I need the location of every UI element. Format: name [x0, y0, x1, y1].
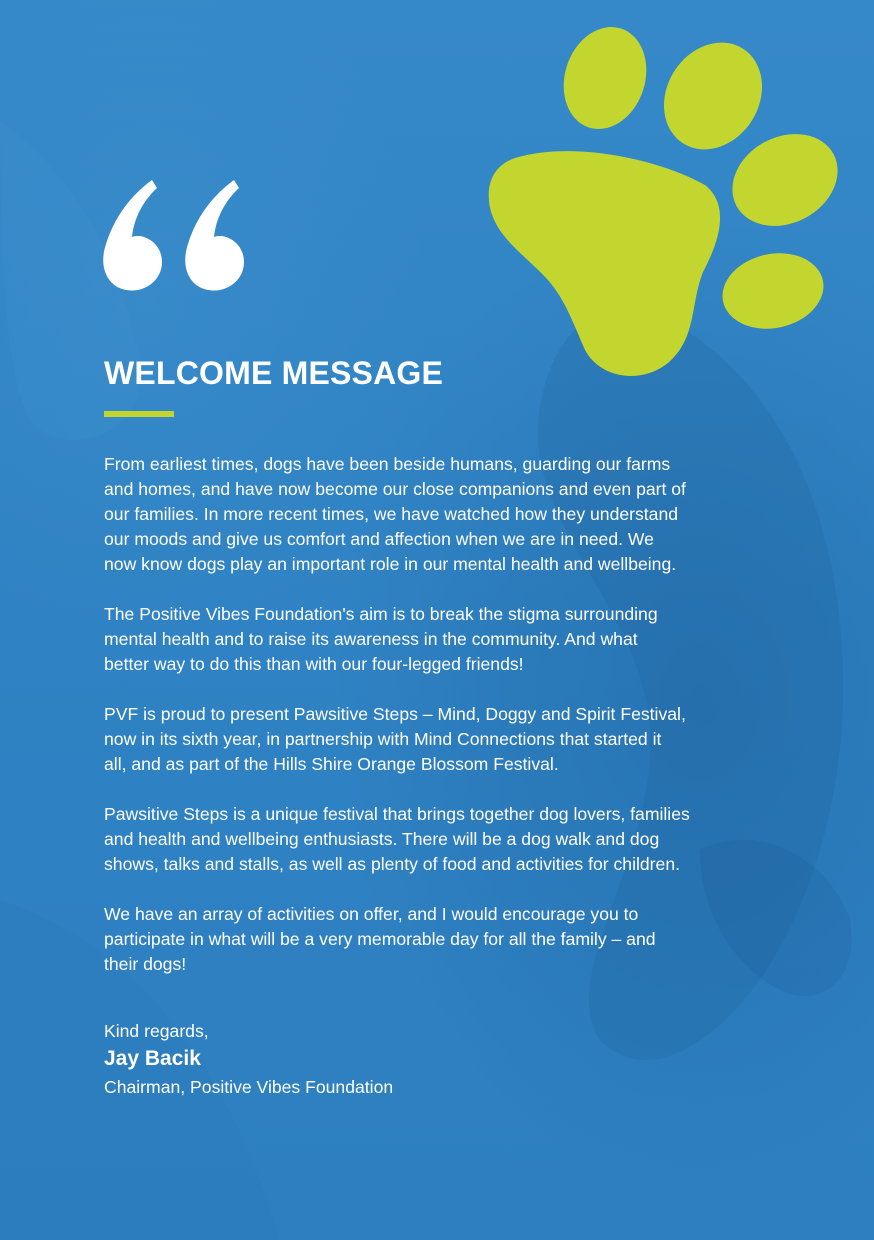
signoff-block — [104, 1019, 393, 1100]
message-paragraph: Pawsitive Steps is a unique festival that brings together dog lovers, families and health and wellbeing enthusiasts. There will be a dog walk and dog shows, talks and stalls, as well as plenty of food and activities for children. — [104, 804, 690, 874]
title-accent-bar — [104, 411, 174, 417]
opening-quote-icon — [100, 176, 250, 294]
message-paragraph: PVF is proud to present Pawsitive Steps – Mind, Doggy and Spirit Festival, now in its sixth year, in partnership with Mind Connections that started it all, and as part of the Hills Shire Orange Blossom Festival. — [104, 704, 686, 774]
signer-role: Chairman, Positive Vibes Foundation — [104, 1077, 394, 1097]
message-body — [104, 452, 784, 1002]
message-paragraph: From earliest times, dogs have been beside humans, guarding our farms and homes, and have now become our close companions and even part of our families. In more recent times, we have watched how they understand our moods and give us comfort and affection when we are in need. We now know dogs play an important role in our mental health and wellbeing. — [104, 454, 686, 574]
page-title: WELCOME MESSAGE — [104, 355, 444, 391]
message-paragraph: We have an array of activities on offer, and I would encourage you to participate in what will be a very memorable day for all the family – and their dogs! — [104, 904, 656, 974]
message-paragraph: The Positive Vibes Foundation's aim is to break the stigma surrounding mental health and to raise its awareness in the community. And what better way to do this than with our four-legged friends! — [104, 604, 658, 674]
signer-name: Jay Bacik — [104, 1047, 201, 1070]
paw-print-icon — [480, 20, 850, 390]
closing-line: Kind regards, — [104, 1021, 209, 1041]
